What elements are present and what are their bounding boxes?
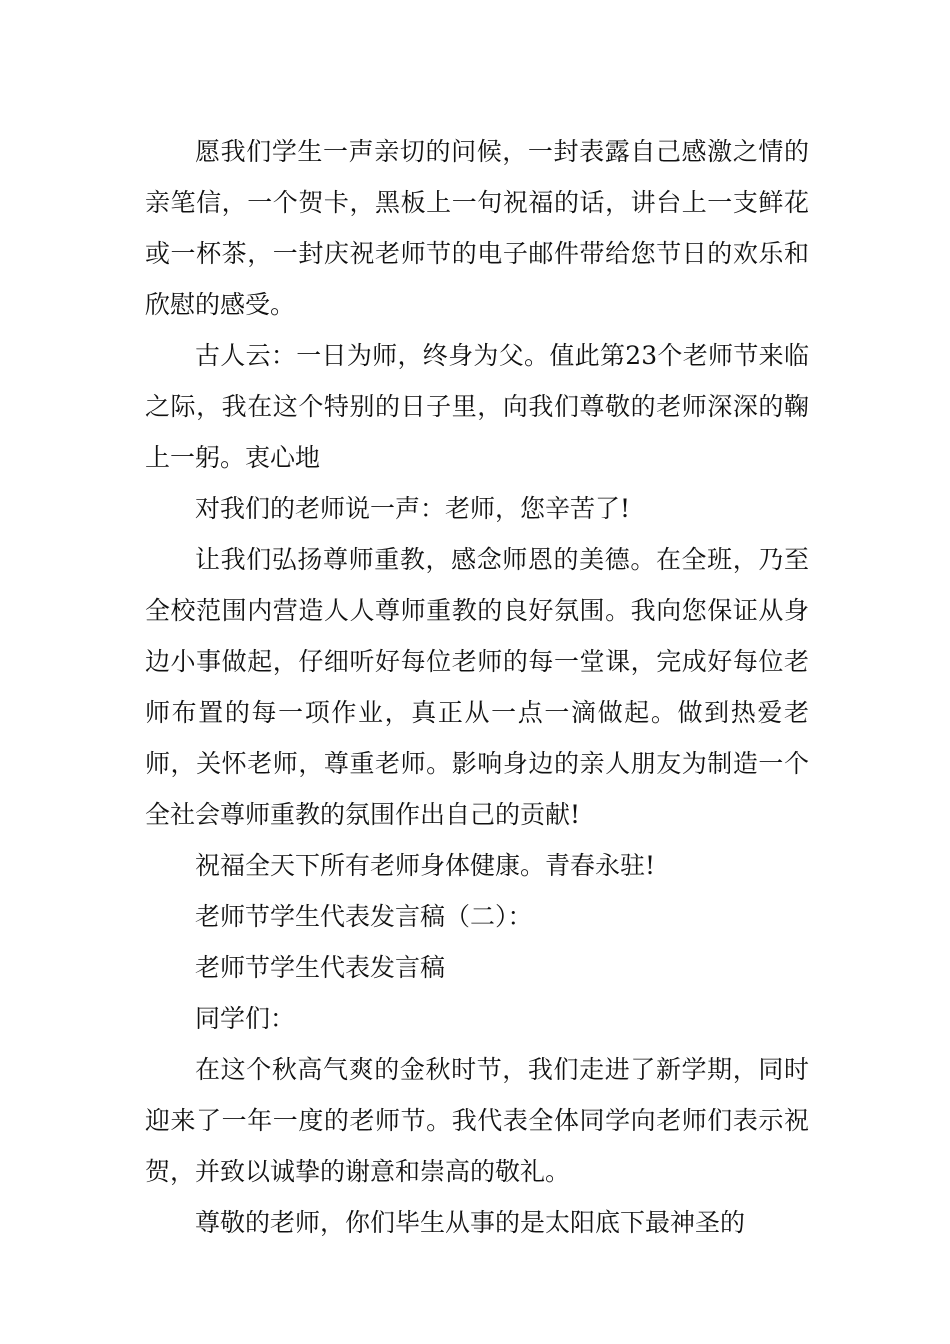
speech-greeting: 同学们： — [195, 1004, 296, 1033]
section-heading: 老师节学生代表发言稿（二）： — [195, 902, 533, 931]
paragraph-autumn: 在这个秋高气爽的金秋时节，我们走进了新学期，同时迎来了一年一度的老师节。我代表全体同学向老师们表示祝贺，并致以诚挚的谢意和崇高的敬礼。 — [145, 1055, 809, 1186]
speech-title: 老师节学生代表发言稿 — [195, 953, 446, 982]
paragraph-respected-teachers: 尊敬的老师，你们毕生从事的是太阳底下最神圣的 — [195, 1208, 746, 1237]
paragraph-ancient-saying: 古人云：一日为师，终身为父。值此第23个老师节来临之际，我在这个特别的日子里，向我们尊敬的老师深深的鞠上一躬。衷心地 — [145, 341, 809, 472]
paragraph-wishes: 愿我们学生一声亲切的问候，一封表露自己感激之情的亲笔信，一个贺卡，黑板上一句祝福的话，讲台上一支鲜花或一杯茶，一封庆祝老师节的电子邮件带给您节日的欢乐和欣慰的感受。 — [145, 137, 809, 319]
paragraph-blessing: 祝福全天下所有老师身体健康。青春永驻! — [195, 851, 656, 880]
paragraph-thanks-teacher: 对我们的老师说一声：老师，您辛苦了! — [195, 494, 631, 523]
document-page — [145, 126, 809, 1248]
paragraph-promise: 让我们弘扬尊师重教，感念师恩的美德。在全班，乃至全校范围内营造人人尊师重教的良好氛围。我向您保证从身边小事做起，仔细听好每位老师的每一堂课，完成好每位老师布置的每一项作业，真正从一点一滴做起。做到热爱老师，关怀老师，尊重老师。影响身边的亲人朋友为制造一个全社会尊师重教的氛围作出自己的贡献! — [145, 545, 809, 829]
